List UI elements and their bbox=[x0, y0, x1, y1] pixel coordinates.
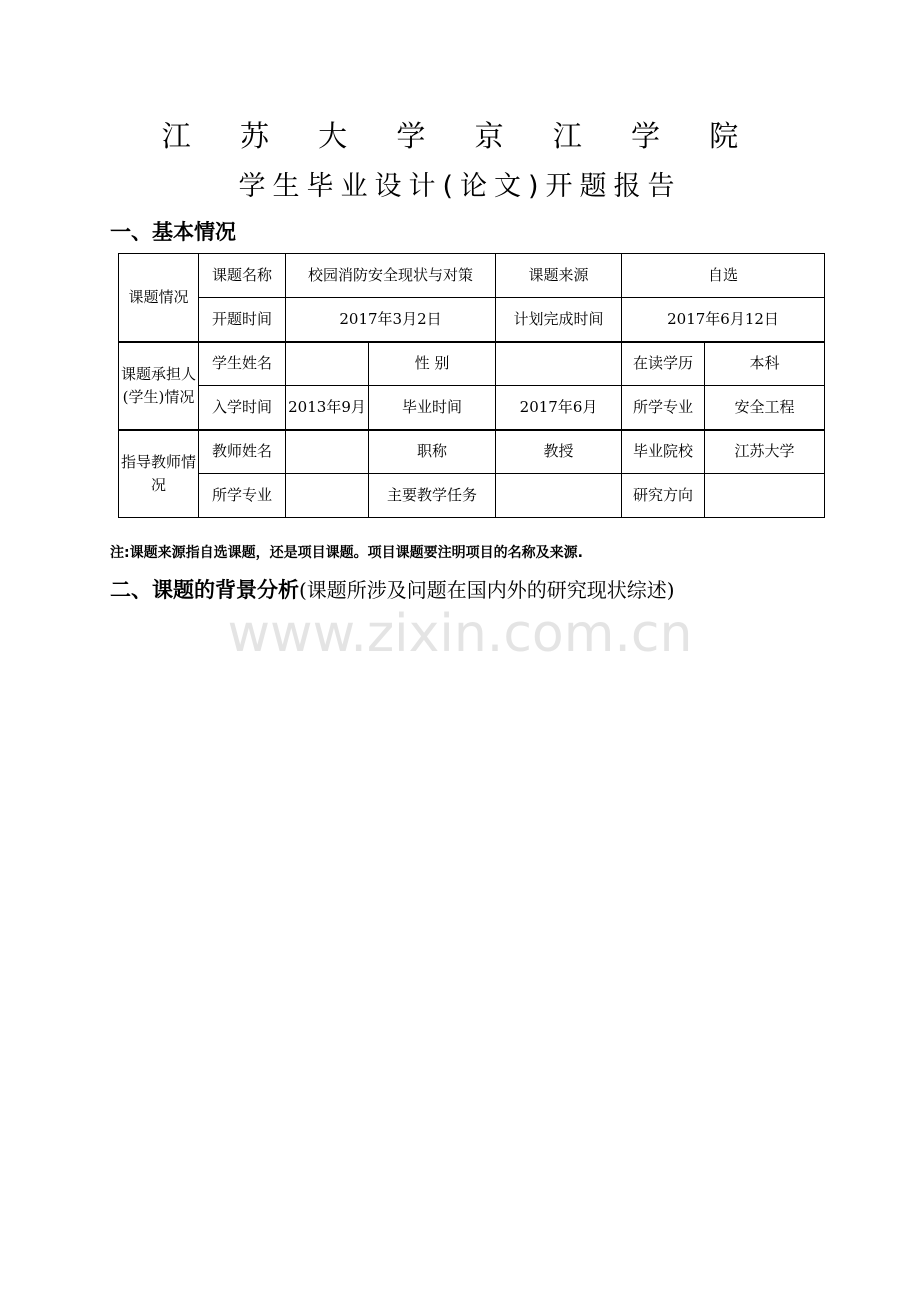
graduate-value: 2017年6月 bbox=[496, 386, 622, 430]
plan-finish-label: 计划完成时间 bbox=[496, 298, 622, 342]
topic-source-value: 自选 bbox=[622, 254, 825, 298]
research-value bbox=[705, 474, 825, 518]
table-note: 注:课题来源指自选课题，还是项目课题。项目课题要注明项目的名称及来源. bbox=[110, 545, 583, 561]
education-value: 本科 bbox=[705, 342, 825, 386]
title-line1: 江 苏 大 学 京 江 学 院 bbox=[161, 119, 759, 153]
teacher-group-label: 指导教师情况 bbox=[119, 430, 199, 518]
research-label: 研究方向 bbox=[622, 474, 705, 518]
section2-subheading: (课题所涉及问题在国内外的研究现状综述) bbox=[299, 578, 675, 602]
teaching-task-label: 主要教学任务 bbox=[369, 474, 496, 518]
student-name-value bbox=[286, 342, 369, 386]
grad-school-value: 江苏大学 bbox=[705, 430, 825, 474]
section1-heading: 一、基本情况 bbox=[110, 219, 236, 244]
student-group-label: 课题承担人(学生)情况 bbox=[119, 342, 199, 430]
topic-name-label: 课题名称 bbox=[199, 254, 286, 298]
enroll-value: 2013年9月 bbox=[286, 386, 369, 430]
graduate-label: 毕业时间 bbox=[369, 386, 496, 430]
title-label: 职称 bbox=[369, 430, 496, 474]
teacher-major-label: 所学专业 bbox=[199, 474, 286, 518]
topic-name-value: 校园消防安全现状与对策 bbox=[286, 254, 496, 298]
teacher-name-label: 教师姓名 bbox=[199, 430, 286, 474]
teacher-major-value bbox=[286, 474, 369, 518]
education-label: 在读学历 bbox=[622, 342, 705, 386]
teaching-task-value bbox=[496, 474, 622, 518]
plan-finish-value: 2017年6月12日 bbox=[622, 298, 825, 342]
basic-info-table bbox=[118, 253, 825, 518]
grad-school-label: 毕业院校 bbox=[622, 430, 705, 474]
major-label: 所学专业 bbox=[622, 386, 705, 430]
topic-source-label: 课题来源 bbox=[496, 254, 622, 298]
title-value: 教授 bbox=[496, 430, 622, 474]
gender-label: 性 别 bbox=[369, 342, 496, 386]
watermark: www.zixin.com.cn bbox=[227, 604, 693, 664]
enroll-label: 入学时间 bbox=[199, 386, 286, 430]
title-line2: 学生毕业设计(论文)开题报告 bbox=[238, 171, 682, 202]
teacher-name-value bbox=[286, 430, 369, 474]
student-name-label: 学生姓名 bbox=[199, 342, 286, 386]
gender-value bbox=[496, 342, 622, 386]
section2-heading: 二、课题的背景分析 bbox=[110, 577, 299, 602]
start-time-label: 开题时间 bbox=[199, 298, 286, 342]
topic-group-label: 课题情况 bbox=[119, 254, 199, 342]
start-time-value: 2017年3月2日 bbox=[286, 298, 496, 342]
major-value: 安全工程 bbox=[705, 386, 825, 430]
section2-heading-line bbox=[110, 574, 675, 604]
